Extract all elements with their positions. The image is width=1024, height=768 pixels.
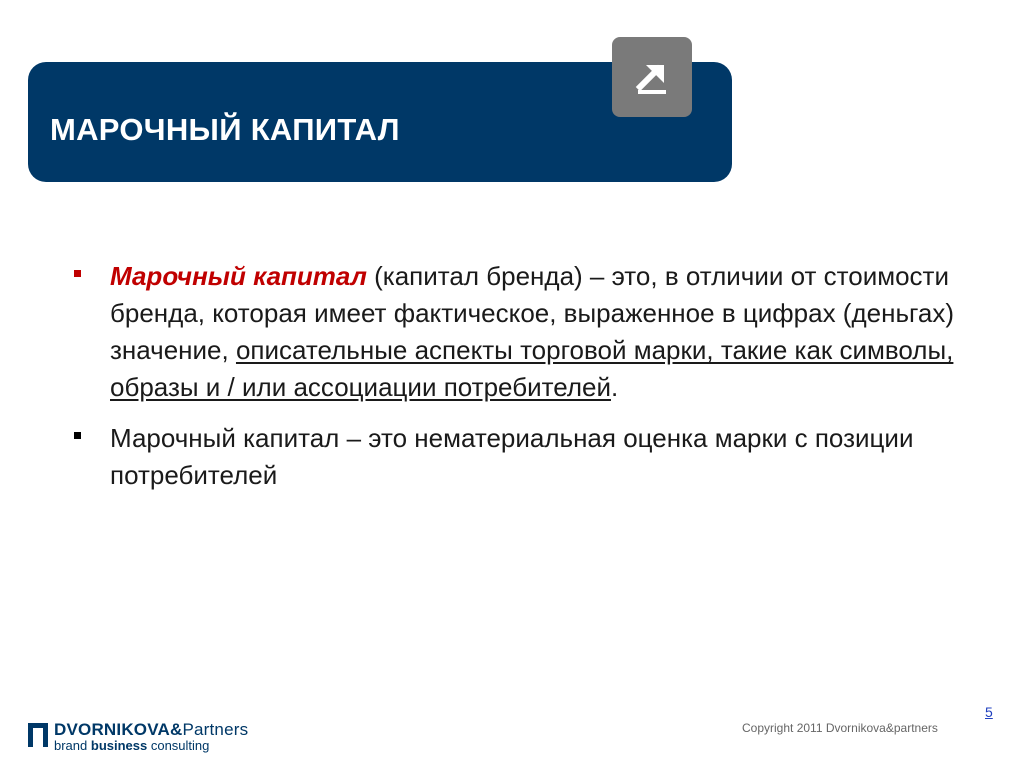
slide-content <box>70 258 970 508</box>
bullet-text <box>110 258 970 406</box>
underlined-text: описательные аспекты торговой марки, такие как символы, образы и / или ассоциации потребителей <box>110 335 954 402</box>
copyright-text: Copyright 2011 Dvornikova&partners <box>742 721 938 735</box>
highlighted-term: Марочный капитал <box>110 261 367 291</box>
logo-tagline: brand business consulting <box>54 738 210 753</box>
logo-mark-icon <box>28 723 48 747</box>
page-number-link[interactable]: 5 <box>985 704 993 720</box>
logo-name: DVORNIKOVA&Partners <box>54 720 249 739</box>
square-bullet-icon <box>74 432 81 439</box>
square-bullet-icon <box>74 270 81 277</box>
slide-title: МАРОЧНЫЙ КАПИТАЛ <box>50 112 400 147</box>
bullet-text: Марочный капитал – это нематериальная оценка марки с позиции потребителей <box>110 423 914 490</box>
bullet-text-end: . <box>610 372 619 402</box>
bullet-item <box>70 258 970 406</box>
company-logo <box>28 720 288 756</box>
bullet-item <box>70 420 970 494</box>
external-link-button[interactable] <box>612 37 692 117</box>
arrow-up-right-icon <box>632 57 672 97</box>
bullet-text-part: (капитал бренда) – это, в отличии от стоимости бренда, которая имеет фактическое, выраженное в цифрах (деньгах) значение, <box>110 261 955 365</box>
